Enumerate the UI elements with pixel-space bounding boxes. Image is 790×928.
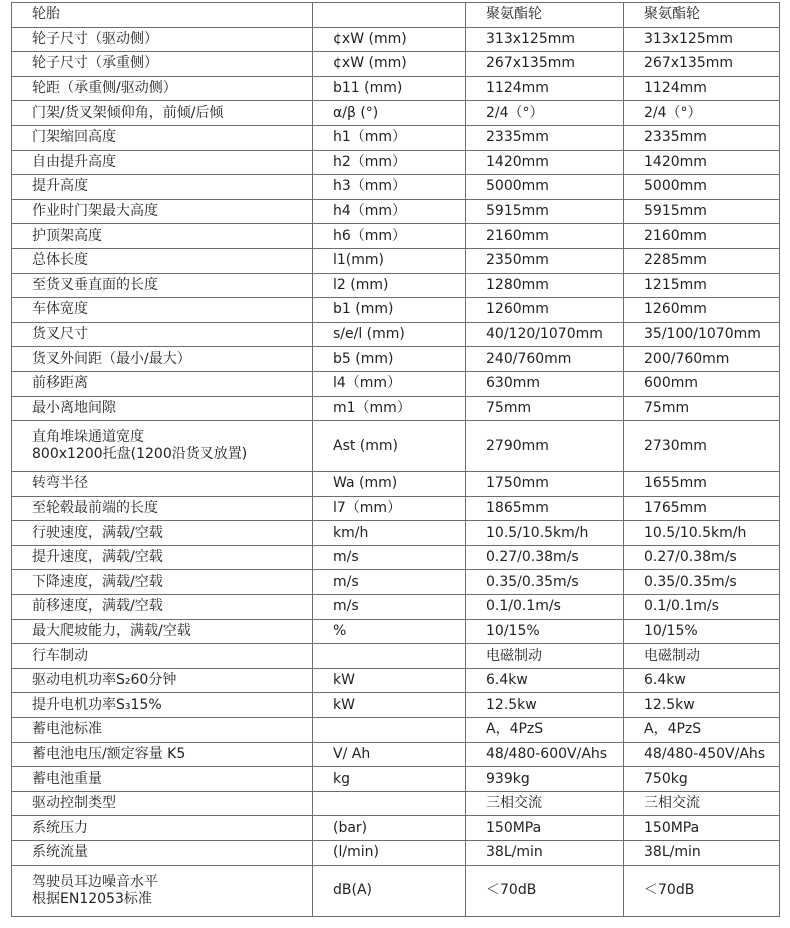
table-row bbox=[12, 248, 780, 273]
spec-value-b: 35/100/1070mm bbox=[624, 322, 780, 347]
spec-unit: l4（mm） bbox=[313, 371, 466, 396]
table-row bbox=[12, 841, 780, 866]
spec-value-b: 313x125mm bbox=[624, 27, 780, 52]
spec-value-b: 0.27/0.38m/s bbox=[624, 545, 780, 570]
spec-value-a: A，4PzS bbox=[466, 718, 624, 743]
spec-value-b: 10.5/10.5km/h bbox=[624, 521, 780, 546]
spec-label: 作业时门架最大高度 bbox=[12, 199, 313, 224]
spec-value-a: 2/4（°） bbox=[466, 101, 624, 126]
spec-value-a: 1280mm bbox=[466, 273, 624, 298]
spec-label: 门架/货叉架倾仰角，前倾/后倾 bbox=[12, 101, 313, 126]
spec-unit: m/s bbox=[313, 545, 466, 570]
spec-unit: kW bbox=[313, 693, 466, 718]
spec-unit: h1（mm） bbox=[313, 125, 466, 150]
spec-value-a: 2160mm bbox=[466, 224, 624, 249]
spec-value-b: 0.1/0.1m/s bbox=[624, 595, 780, 620]
spec-value-b: 150MPa bbox=[624, 816, 780, 841]
spec-unit: Ast (mm) bbox=[313, 421, 466, 472]
spec-unit: % bbox=[313, 619, 466, 644]
header-model-b: 聚氨酯轮 bbox=[624, 3, 780, 28]
spec-label-line: 驾驶员耳边噪音水平 bbox=[32, 873, 158, 890]
spec-label-line: 800x1200托盘(1200沿货叉放置) bbox=[32, 446, 248, 463]
spec-label: 最大爬坡能力，满载/空载 bbox=[12, 619, 313, 644]
spec-label: 货叉尺寸 bbox=[12, 322, 313, 347]
spec-value-b: 48/480-450V/Ahs bbox=[624, 742, 780, 767]
table-row bbox=[12, 644, 780, 669]
spec-value-a: 5000mm bbox=[466, 175, 624, 200]
spec-value-a: 0.27/0.38m/s bbox=[466, 545, 624, 570]
spec-unit: m/s bbox=[313, 595, 466, 620]
spec-value-b: 1124mm bbox=[624, 76, 780, 101]
spec-label: 提升速度，满载/空载 bbox=[12, 545, 313, 570]
spec-label: 行驶速度，满载/空载 bbox=[12, 521, 313, 546]
table-row bbox=[12, 718, 780, 743]
table-row bbox=[12, 27, 780, 52]
spec-unit: s/e/l (mm) bbox=[313, 322, 466, 347]
spec-value-b: 三相交流 bbox=[624, 791, 780, 816]
table-row bbox=[12, 496, 780, 521]
spec-label: 护顶架高度 bbox=[12, 224, 313, 249]
header-label: 轮胎 bbox=[12, 3, 313, 28]
spec-label: 系统流量 bbox=[12, 841, 313, 866]
table-row bbox=[12, 175, 780, 200]
spec-label: 轮子尺寸（驱动侧） bbox=[12, 27, 313, 52]
spec-value-a: 2350mm bbox=[466, 248, 624, 273]
spec-label: 下降速度，满载/空载 bbox=[12, 570, 313, 595]
spec-value-a: 10.5/10.5km/h bbox=[466, 521, 624, 546]
spec-value-a: 267x135mm bbox=[466, 52, 624, 77]
spec-value-a: 三相交流 bbox=[466, 791, 624, 816]
table-row bbox=[12, 322, 780, 347]
spec-label: 提升高度 bbox=[12, 175, 313, 200]
table-row bbox=[12, 865, 780, 916]
spec-label: 轮距（承重侧/驱动侧） bbox=[12, 76, 313, 101]
spec-value-a: 1865mm bbox=[466, 496, 624, 521]
spec-value-b: 1420mm bbox=[624, 150, 780, 175]
header-model-a: 聚氨酯轮 bbox=[466, 3, 624, 28]
spec-value-b: 1215mm bbox=[624, 273, 780, 298]
spec-label: 至轮毂最前端的长度 bbox=[12, 496, 313, 521]
spec-label: 提升电机功率S₃15% bbox=[12, 693, 313, 718]
spec-unit: h2（mm） bbox=[313, 150, 466, 175]
spec-value-a: 1260mm bbox=[466, 298, 624, 323]
table-row bbox=[12, 125, 780, 150]
spec-unit: (l/min) bbox=[313, 841, 466, 866]
table-row bbox=[12, 742, 780, 767]
spec-value-b: 6.4kw bbox=[624, 668, 780, 693]
spec-value-a: 38L/min bbox=[466, 841, 624, 866]
spec-value-a: 10/15% bbox=[466, 619, 624, 644]
spec-label: 驱动控制类型 bbox=[12, 791, 313, 816]
spec-value-a: 75mm bbox=[466, 396, 624, 421]
spec-value-a: 2335mm bbox=[466, 125, 624, 150]
spec-value-b: 200/760mm bbox=[624, 347, 780, 372]
spec-label: 转弯半径 bbox=[12, 472, 313, 497]
spec-table bbox=[11, 2, 780, 917]
spec-label: 蓄电池电压/额定容量 K5 bbox=[12, 742, 313, 767]
table-row bbox=[12, 52, 780, 77]
table-row bbox=[12, 570, 780, 595]
spec-value-a: 2790mm bbox=[466, 421, 624, 472]
spec-unit: b5 (mm) bbox=[313, 347, 466, 372]
spec-label bbox=[12, 421, 313, 472]
spec-value-b: 267x135mm bbox=[624, 52, 780, 77]
spec-unit: m1（mm） bbox=[313, 396, 466, 421]
spec-label: 轮子尺寸（承重侧） bbox=[12, 52, 313, 77]
spec-unit: V/ Ah bbox=[313, 742, 466, 767]
table-row bbox=[12, 668, 780, 693]
spec-unit: m/s bbox=[313, 570, 466, 595]
table-row bbox=[12, 791, 780, 816]
spec-label: 门架缩回高度 bbox=[12, 125, 313, 150]
spec-value-a: 240/760mm bbox=[466, 347, 624, 372]
spec-value-a: 0.35/0.35m/s bbox=[466, 570, 624, 595]
table-row bbox=[12, 273, 780, 298]
table-row bbox=[12, 224, 780, 249]
spec-unit: ¢xW (mm) bbox=[313, 27, 466, 52]
table-row bbox=[12, 693, 780, 718]
spec-label: 前移速度，满载/空载 bbox=[12, 595, 313, 620]
spec-unit bbox=[313, 718, 466, 743]
spec-value-a: 0.1/0.1m/s bbox=[466, 595, 624, 620]
spec-label: 自由提升高度 bbox=[12, 150, 313, 175]
spec-value-b: 2160mm bbox=[624, 224, 780, 249]
table-row bbox=[12, 521, 780, 546]
spec-value-b: 2335mm bbox=[624, 125, 780, 150]
spec-value-b: 12.5kw bbox=[624, 693, 780, 718]
table-row bbox=[12, 816, 780, 841]
spec-unit: km/h bbox=[313, 521, 466, 546]
spec-value-b: 38L/min bbox=[624, 841, 780, 866]
spec-unit: l7（mm） bbox=[313, 496, 466, 521]
table-row bbox=[12, 421, 780, 472]
spec-value-b: 5000mm bbox=[624, 175, 780, 200]
spec-value-a: 630mm bbox=[466, 371, 624, 396]
spec-label: 行车制动 bbox=[12, 644, 313, 669]
spec-value-b: 600mm bbox=[624, 371, 780, 396]
table-row bbox=[12, 298, 780, 323]
spec-unit: b1 (mm) bbox=[313, 298, 466, 323]
spec-value-b: 5915mm bbox=[624, 199, 780, 224]
spec-unit: (bar) bbox=[313, 816, 466, 841]
spec-unit: kg bbox=[313, 767, 466, 792]
table-row bbox=[12, 595, 780, 620]
spec-value-a: 313x125mm bbox=[466, 27, 624, 52]
table-row bbox=[12, 371, 780, 396]
spec-unit: h4（mm） bbox=[313, 199, 466, 224]
spec-value-a: 40/120/1070mm bbox=[466, 322, 624, 347]
spec-value-a: 939kg bbox=[466, 767, 624, 792]
spec-label: 总体长度 bbox=[12, 248, 313, 273]
spec-value-b: 1765mm bbox=[624, 496, 780, 521]
spec-label: 货叉外间距（最小/最大） bbox=[12, 347, 313, 372]
spec-value-b: 750kg bbox=[624, 767, 780, 792]
header-unit bbox=[313, 3, 466, 28]
spec-label: 最小离地间隙 bbox=[12, 396, 313, 421]
table-row bbox=[12, 619, 780, 644]
spec-label: 至货叉垂直面的长度 bbox=[12, 273, 313, 298]
spec-value-b: 2730mm bbox=[624, 421, 780, 472]
spec-unit: h6（mm） bbox=[313, 224, 466, 249]
spec-unit: b11 (mm) bbox=[313, 76, 466, 101]
spec-unit: Wa (mm) bbox=[313, 472, 466, 497]
spec-value-b: 0.35/0.35m/s bbox=[624, 570, 780, 595]
table-row bbox=[12, 767, 780, 792]
table-row bbox=[12, 150, 780, 175]
spec-value-a: 5915mm bbox=[466, 199, 624, 224]
spec-label bbox=[12, 865, 313, 916]
spec-unit: dB(A) bbox=[313, 865, 466, 916]
spec-value-a: 1420mm bbox=[466, 150, 624, 175]
spec-value-a: ＜70dB bbox=[466, 865, 624, 916]
spec-value-a: 12.5kw bbox=[466, 693, 624, 718]
table-row bbox=[12, 101, 780, 126]
spec-label-line: 根据EN12053标准 bbox=[32, 890, 152, 907]
spec-label-line: 直角堆垛通道宽度 bbox=[32, 429, 144, 446]
spec-value-a: 1124mm bbox=[466, 76, 624, 101]
spec-label: 系统压力 bbox=[12, 816, 313, 841]
spec-unit: l2 (mm) bbox=[313, 273, 466, 298]
spec-value-a: 电磁制动 bbox=[466, 644, 624, 669]
spec-value-b: 1655mm bbox=[624, 472, 780, 497]
spec-unit: h3（mm） bbox=[313, 175, 466, 200]
spec-value-b: 2285mm bbox=[624, 248, 780, 273]
spec-label: 驱动电机功率S₂60分钟 bbox=[12, 668, 313, 693]
spec-value-a: 150MPa bbox=[466, 816, 624, 841]
table-row bbox=[12, 199, 780, 224]
table-row bbox=[12, 347, 780, 372]
spec-value-b: 2/4（°） bbox=[624, 101, 780, 126]
table-row bbox=[12, 545, 780, 570]
table-row bbox=[12, 396, 780, 421]
spec-unit: α/β (°) bbox=[313, 101, 466, 126]
spec-value-b: 10/15% bbox=[624, 619, 780, 644]
spec-value-a: 48/480-600V/Ahs bbox=[466, 742, 624, 767]
table-header-row bbox=[12, 3, 780, 28]
spec-unit bbox=[313, 644, 466, 669]
spec-label: 蓄电池标准 bbox=[12, 718, 313, 743]
spec-value-b: 75mm bbox=[624, 396, 780, 421]
spec-label: 蓄电池重量 bbox=[12, 767, 313, 792]
spec-unit: kW bbox=[313, 668, 466, 693]
spec-value-b: 电磁制动 bbox=[624, 644, 780, 669]
spec-value-b: ＜70dB bbox=[624, 865, 780, 916]
spec-label: 前移距离 bbox=[12, 371, 313, 396]
spec-value-b: A，4PzS bbox=[624, 718, 780, 743]
spec-unit: l1(mm) bbox=[313, 248, 466, 273]
spec-label: 车体宽度 bbox=[12, 298, 313, 323]
spec-value-a: 6.4kw bbox=[466, 668, 624, 693]
spec-value-b: 1260mm bbox=[624, 298, 780, 323]
spec-value-a: 1750mm bbox=[466, 472, 624, 497]
spec-unit bbox=[313, 791, 466, 816]
table-row bbox=[12, 76, 780, 101]
spec-unit: ¢xW (mm) bbox=[313, 52, 466, 77]
table-row bbox=[12, 472, 780, 497]
